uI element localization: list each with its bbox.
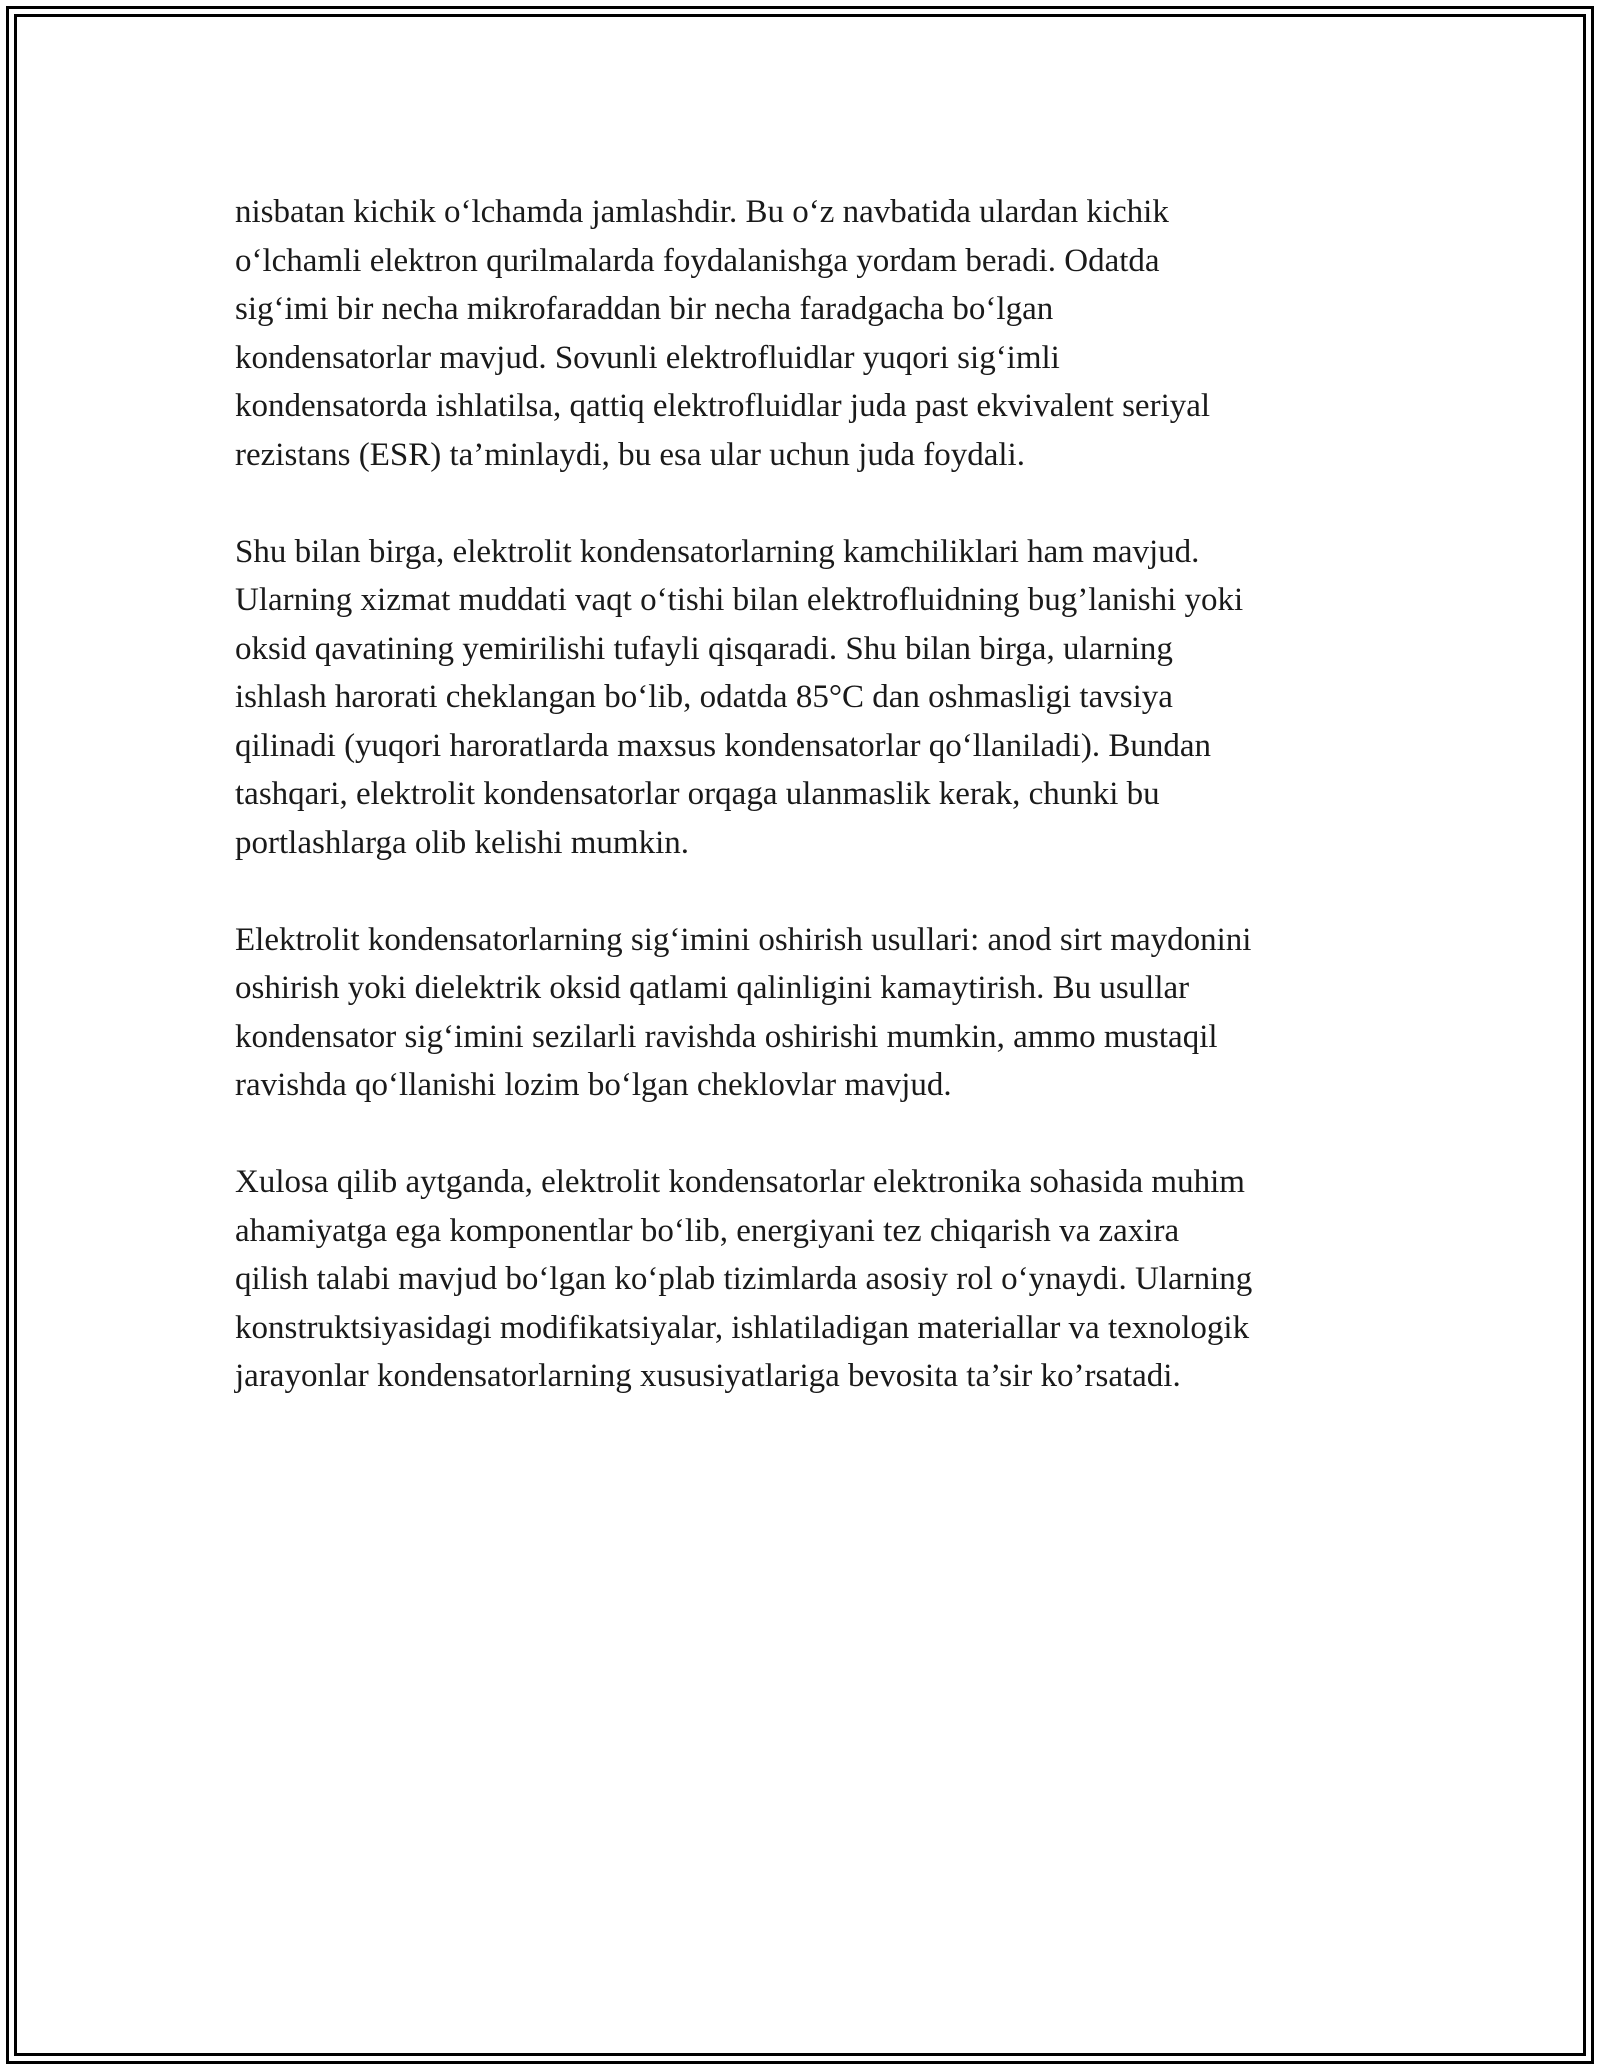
text-line: Ularning xizmat muddati vaqt o‘tishi bilan elektrofluidning bug’lanishi yoki (235, 582, 1244, 618)
document-body (235, 188, 1375, 1449)
text-line: portlashlarga olib kelishi mumkin. (235, 824, 690, 861)
text-line: jarayonlar kondensatorlarning xususiyatlariga bevosita ta’sir ko’rsatadi. (235, 1358, 1181, 1394)
text-line: tashqari, elektrolit kondensatorlar orqaga ulanmaslik kerak, chunki bu (235, 776, 1160, 812)
text-line: ravishda qo‘llanishi lozim bo‘lgan cheklovlar mavjud. (235, 1067, 952, 1103)
text-line: oshirish yoki dielektrik oksid qatlami qalinligini kamaytirish. Bu usullar (235, 970, 1190, 1006)
paragraph-4 (235, 1158, 1375, 1401)
text-line: kondensatorlar mavjud. Sovunli elektrofluidlar yuqori sig‘imli (235, 339, 1060, 376)
text-line: konstruktsiyasidagi modifikatsiyalar, ishlatiladigan materiallar va texnologik (235, 1309, 1250, 1346)
paragraph-1 (235, 188, 1375, 479)
text-line: Elektrolit kondensatorlarning sig‘imini oshirish usullari: anod sirt maydonini (235, 921, 1252, 958)
text-line: o‘lchamli elektron qurilmalarda foydalanishga yordam beradi. Odatda (235, 242, 1160, 279)
text-line: qilinadi (yuqori haroratlarda maxsus kondensatorlar qo‘llaniladi). Bundan (235, 727, 1211, 764)
text-line: rezistans (ESR) ta’minlaydi, bu esa ular uchun juda foydali. (235, 436, 1025, 473)
text-line: ahamiyatga ega komponentlar bo‘lib, energiyani tez chiqarish va zaxira (235, 1212, 1180, 1249)
text-line: Shu bilan birga, elektrolit kondensatorlarning kamchiliklari ham mavjud. (235, 533, 1200, 570)
text-line: kondensator sig‘imini sezilarli ravishda oshirishi mumkin, ammo mustaqil (235, 1018, 1218, 1055)
text-line: kondensatorda ishlatilsa, qattiq elektrofluidlar juda past ekvivalent seriyal (235, 388, 1211, 424)
text-line: nisbatan kichik o‘lchamda jamlashdir. Bu o‘z navbatida ulardan kichik (235, 194, 1169, 230)
text-line: ishlash harorati cheklangan bo‘lib, odatda 85°C dan oshmasligi tavsiya (235, 679, 1173, 715)
text-line: oksid qavatining yemirilishi tufayli qisqaradi. Shu bilan birga, ularning (235, 630, 1173, 667)
paragraph-3 (235, 916, 1375, 1110)
text-line: Xulosa qilib aytganda, elektrolit kondensatorlar elektronika sohasida muhim (235, 1164, 1245, 1200)
paragraph-2 (235, 528, 1375, 868)
text-line: qilish talabi mavjud bo‘lgan ko‘plab tizimlarda asosiy rol o‘ynaydi. Ularning (235, 1261, 1253, 1297)
text-line: sig‘imi bir necha mikrofaraddan bir necha faradgacha bo‘lgan (235, 291, 1054, 327)
